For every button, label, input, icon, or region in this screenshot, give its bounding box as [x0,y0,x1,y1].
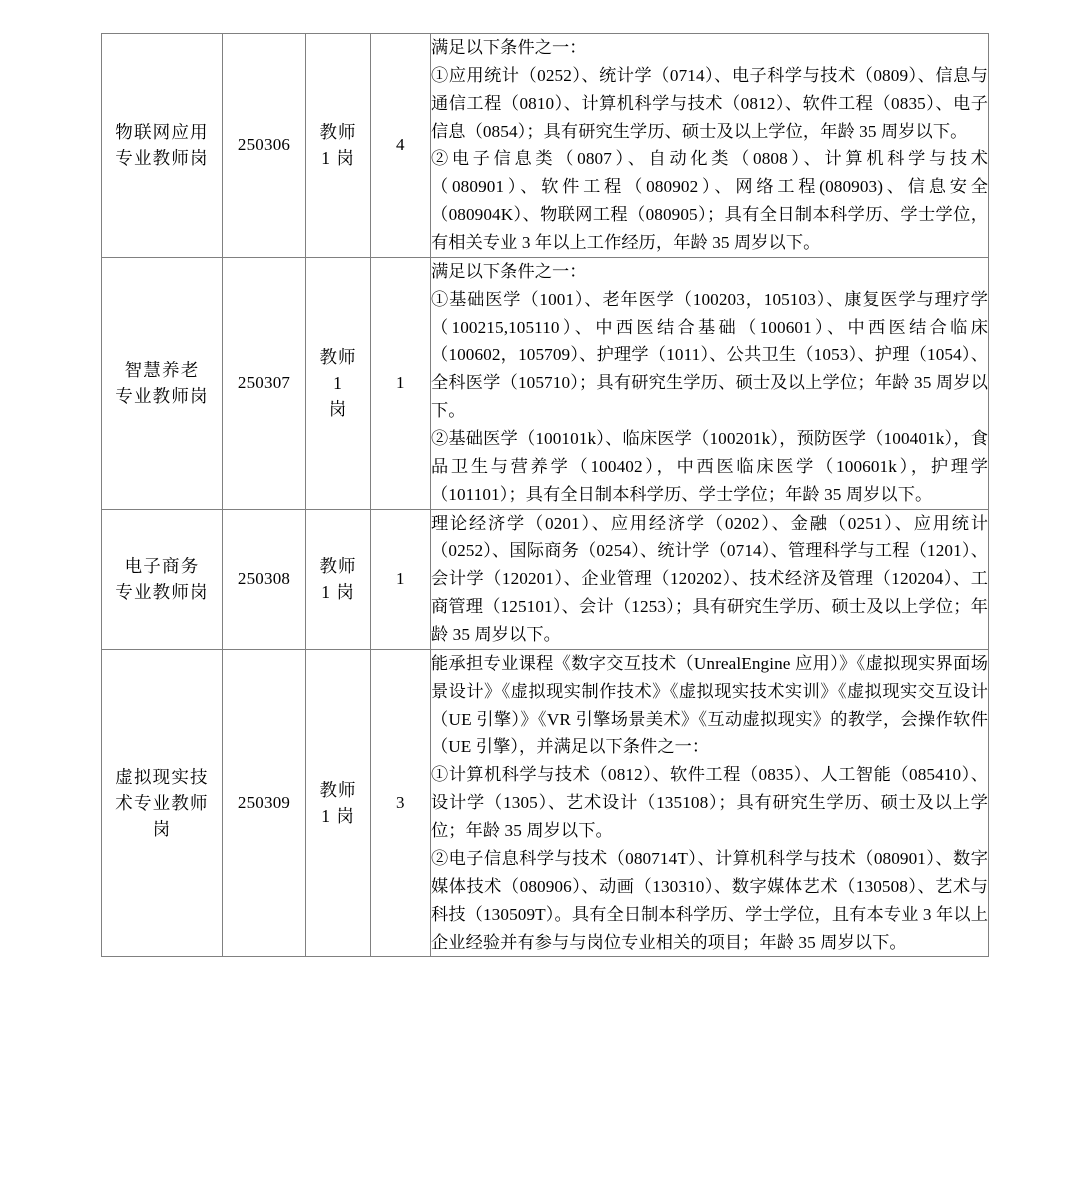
post-type-line: 1 岗 [321,148,355,169]
post-name-line: 专业教师岗 [115,148,209,169]
post-name-line: 虚拟现实技 [115,766,209,787]
post-type-line: 1 岗 [321,582,355,603]
requirement-paragraph: ①计算机科学与技术（0812）、软件工程（0835）、人工智能（085410）、设计学（1305）、艺术设计（135108）；具有研究生学历、硕士及以上学位；年龄 35 周岁以下。 [431,765,988,841]
cell-post-code: 250309 [223,649,306,956]
cell-post-code: 250306 [223,34,306,258]
cell-post-name [102,649,223,956]
cell-post-type [306,34,371,258]
requirement-paragraph: ②电子信息科学与技术（080714T）、计算机科学与技术（080901）、数字媒体技术（080906）、动画（130310）、数字媒体艺术（130508）、艺术与科技（130509T）。具有全日制本科学历、学士学位，且有本专业 3 年以上企业经验并有参与与岗位专业相关的项目；年龄 35 周岁以下。 [431,848,988,952]
post-name-line: 术专业教师 [115,793,209,813]
post-name-line: 岗 [152,819,172,840]
job-table-container [101,33,988,957]
requirement-paragraph: ①基础医学（1001）、老年医学（100203，105103）、康复医学与理疗学（100215,105110）、中西医结合基础（100601）、中西医结合临床（100602，105709）、护理学（1011）、公共卫生（1053）、护理（1054）、全科医学（105710）；具有研究生学历、硕士及以上学位；年龄 35 周岁以下。 [431,289,988,421]
cell-post-code: 250308 [223,509,306,649]
cell-headcount: 1 [371,257,431,509]
post-name-line: 专业教师岗 [115,386,209,407]
requirement-paragraph: ②电子信息类（0807）、自动化类（0808）、计算机科学与技术（080901）、软件工程（080902）、网络工程(080903)、信息安全（080904K）、物联网工程（080905）；具有全日制本科学历、学士学位，有相关专业 3 年以上工作经历，年龄 35 周岁以下。 [431,149,988,253]
recruitment-position-table [101,33,989,957]
cell-requirements [431,257,989,509]
cell-headcount: 1 [371,509,431,649]
cell-post-type [306,509,371,649]
cell-requirements [431,509,989,649]
cell-post-name [102,34,223,258]
requirement-paragraph: ①应用统计（0252）、统计学（0714）、电子科学与技术（0809）、信息与通信工程（0810）、计算机科学与技术（0812）、软件工程（0835）、电子信息（0854）；具有研究生学历、硕士及以上学位，年龄 35 周岁以下。 [431,65,988,141]
requirement-paragraph: 满足以下条件之一： [431,38,587,57]
cell-post-name [102,257,223,509]
post-type-line: 教师 [319,122,357,143]
cell-headcount: 4 [371,34,431,258]
post-type-line: 1 岗 [321,806,355,827]
cell-requirements [431,649,989,956]
requirement-paragraph: ②基础医学（100101k）、临床医学（100201k），预防医学（100401k），食品卫生与营养学（100402），中西医临床医学（100601k），护理学（101101）；具有全日制本科学历、学士学位；年龄 35 周岁以下。 [431,429,988,504]
post-type-line: 教师 [319,346,357,367]
cell-post-code: 250307 [223,257,306,509]
requirement-paragraph: 能承担专业课程《数字交互技术（UnrealEngine 应用）》《虚拟现实界面场景设计》《虚拟现实制作技术》《虚拟现实技术实训》《虚拟现实交互设计（UE 引擎）》《VR 引擎场景美术》《互动虚拟现实》的教学，会操作软件（UE 引擎），并满足以下条件之一： [431,653,988,757]
cell-requirements [431,34,989,258]
table-row [102,509,989,649]
table-row [102,34,989,258]
post-type-line: 1 [333,373,343,394]
cell-headcount: 3 [371,649,431,956]
post-type-line: 教师 [319,556,357,576]
post-type-line: 岗 [328,399,348,420]
cell-post-name [102,509,223,649]
table-row [102,649,989,956]
table-row [102,257,989,509]
post-type-line: 教师 [319,779,357,800]
cell-post-type [306,257,371,509]
cell-post-type [306,649,371,956]
post-name-line: 物联网应用 [115,122,209,143]
requirement-paragraph: 满足以下条件之一： [431,261,587,281]
requirement-paragraph: 理论经济学（0201）、应用经济学（0202）、金融（0251）、应用统计（0252）、国际商务（0254）、统计学（0714）、管理科学与工程（1201）、会计学（120201）、企业管理（120202）、技术经济及管理（120204）、工商管理（125101）、会计（1253）；具有研究生学历、硕士及以上学位；年龄 35 周岁以下。 [431,513,988,645]
post-name-line: 电子商务 [124,556,200,576]
post-name-line: 专业教师岗 [115,582,209,603]
post-name-line: 智慧养老 [124,359,200,380]
